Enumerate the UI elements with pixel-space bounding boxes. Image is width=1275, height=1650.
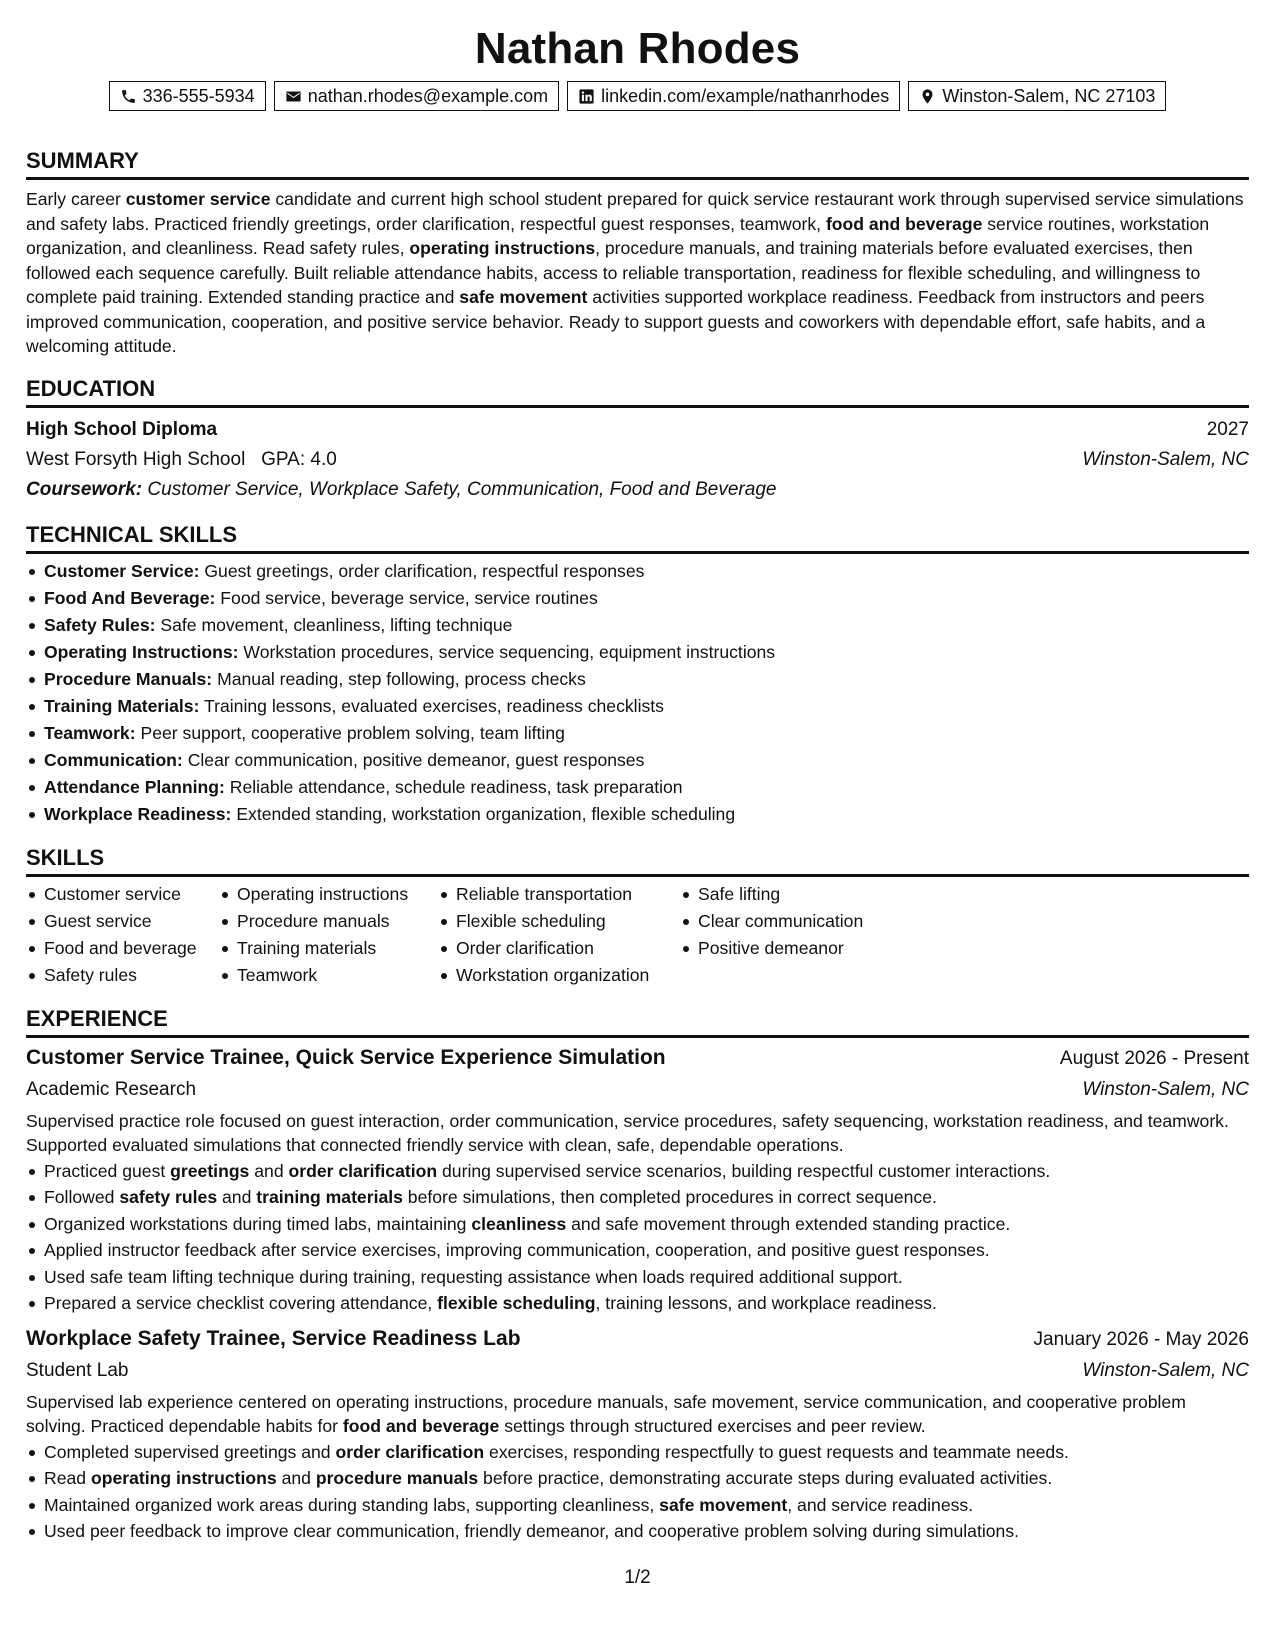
job-bullet-text: , training lessons, and workplace readiness. (595, 1293, 937, 1313)
gpa: GPA: 4.0 (261, 448, 337, 470)
summary-part: activities supported workplace readiness. Feedback from instructors and peers improved communication, cooperation, and positive service behavior. Ready to support guests and coworkers with dependable effort, safe habits, and a welcoming attitude. (26, 287, 1206, 356)
job-header (26, 1323, 1249, 1355)
technical-skill-text: Extended standing, workstation organization, flexible scheduling (236, 803, 736, 824)
school-name: West Forsyth High School (26, 448, 246, 470)
job-bullet-text: Maintained organized work areas during standing labs, supporting cleanliness, (44, 1494, 660, 1515)
technical-skill-label: Attendance Planning: (44, 776, 225, 797)
technical-skill-label: Training Materials: (44, 695, 200, 716)
technical-skill-text: Manual reading, step following, process checks (217, 668, 586, 689)
technical-skill-item (26, 612, 1249, 639)
education-section (26, 376, 1249, 505)
skill-item: Customer service (26, 881, 219, 908)
job-bullet-text: and (276, 1468, 316, 1488)
summary-keyword: operating instructions (409, 238, 596, 258)
summary-section (26, 148, 1249, 359)
email-box[interactable] (274, 81, 559, 111)
skill-item: Clear communication (680, 908, 880, 935)
job-bullet-text: , and service readiness. (787, 1494, 974, 1515)
education-heading: EDUCATION (26, 376, 1249, 408)
school-location: Winston-Salem, NC (1082, 448, 1249, 470)
skill-item: Guest service (26, 908, 219, 935)
technical-skill-text: Guest greetings, order clarification, respectful responses (204, 560, 645, 581)
job-bullet (26, 1184, 1249, 1211)
job-bullet-text: Read (44, 1468, 91, 1488)
map-pin-icon (919, 88, 936, 105)
technical-skill-item (26, 558, 1249, 585)
resume-page (26, 0, 1249, 1551)
job-subheader (26, 1074, 1249, 1105)
job-header (26, 1042, 1249, 1074)
technical-skill-item (26, 666, 1249, 693)
skill-item: Safety rules (26, 962, 219, 989)
skill-item: Training materials (219, 935, 438, 962)
job-bullet (26, 1518, 1249, 1545)
education-row-1 (26, 415, 1249, 445)
summary-keyword: food and beverage (825, 213, 983, 234)
technical-skills-list (26, 558, 1249, 828)
skill-item: Operating instructions (219, 881, 438, 908)
job-bullet-keyword: operating instructions (90, 1468, 277, 1488)
degree: High School Diploma (26, 418, 218, 440)
skills-heading: SKILLS (26, 845, 1249, 877)
skills-list (26, 881, 219, 989)
job-subheader (26, 1355, 1249, 1386)
job-title: Customer Service Trainee, Quick Service Experience Simulation (26, 1045, 666, 1069)
skill-item: Positive demeanor (680, 935, 880, 962)
job-bullet-text: before practice, demonstrating accurate steps during evaluated activities. (478, 1468, 1053, 1488)
experience-heading: EXPERIENCE (26, 1006, 1249, 1038)
technical-skill-item (26, 693, 1249, 720)
graduation-year: 2027 (1206, 418, 1249, 440)
job-bullet-text: Prepared a service checklist covering attendance, (44, 1293, 438, 1313)
technical-skill-text: Food service, beverage service, service routines (220, 587, 598, 608)
skills-column (680, 881, 880, 989)
job-bullet-keyword: procedure manuals (315, 1468, 479, 1488)
summary-part: , procedure manuals, and training materials before evaluated exercises, then followed each sequence carefully. Built reliable attendance habits, access to reliable transportation, readiness for flexible scheduling, and willingness to complete paid training. Extended standing practice and (26, 238, 1201, 307)
job-bullet (26, 1439, 1249, 1466)
job-bullet-text: Organized workstations during timed labs, maintaining (44, 1213, 472, 1234)
job-bullet-text: Used safe team lifting technique during training, requesting assistance when loads required additional support. (44, 1266, 903, 1287)
skills-section (26, 845, 1249, 989)
job-description-part: settings through structured exercises and peer review. (499, 1416, 926, 1436)
job-dates: August 2026 - Present (1059, 1047, 1249, 1069)
job-title: Workplace Safety Trainee, Service Readiness Lab (26, 1326, 521, 1350)
candidate-name: Nathan Rhodes (474, 24, 801, 73)
job-bullet (26, 1492, 1249, 1519)
summary-heading: SUMMARY (26, 148, 1249, 180)
job-bullet-text: exercises, responding respectfully to guest requests and teammate needs. (484, 1441, 1069, 1462)
skill-item: Teamwork (219, 962, 438, 989)
skills-list (438, 881, 680, 989)
job-bullet-text: Followed (44, 1187, 120, 1207)
skills-list (680, 881, 880, 962)
job-bullet (26, 1465, 1249, 1492)
technical-skill-item (26, 801, 1249, 828)
coursework-label: Coursework: (26, 478, 143, 500)
job-bullet-keyword: safe movement (659, 1494, 788, 1515)
skills-column (26, 881, 219, 989)
contact-row (26, 81, 1249, 111)
job-bullet-text: and (217, 1187, 257, 1207)
skills-column (219, 881, 438, 989)
technical-skills-heading: TECHNICAL SKILLS (26, 522, 1249, 554)
skill-item: Procedure manuals (219, 908, 438, 935)
technical-skills-section (26, 522, 1249, 828)
job-description-keyword: food and beverage (342, 1416, 500, 1436)
summary-part: candidate and current high school student prepared for quick service restaurant work through supervised service simulations and safety labs. Practiced friendly greetings, order clarification, respectful guest responses, teamwork, (26, 189, 1244, 234)
summary-keyword: customer service (125, 189, 271, 209)
technical-skill-label: Customer Service: (44, 560, 200, 581)
job-bullet-text: Used peer feedback to improve clear communication, friendly demeanor, and cooperative problem solving during simulations. (44, 1521, 1020, 1541)
skill-item: Flexible scheduling (438, 908, 680, 935)
job-organization: Student Lab (26, 1359, 129, 1381)
job-bullet (26, 1290, 1249, 1317)
job-dates: January 2026 - May 2026 (1033, 1328, 1249, 1350)
technical-skill-text: Reliable attendance, schedule readiness, task preparation (229, 776, 683, 797)
job-location: Winston-Salem, NC (1082, 1359, 1249, 1381)
phone-icon (120, 88, 137, 105)
job-bullet-text: Applied instructor feedback after service exercises, improving communication, cooperation, and positive guest responses. (44, 1240, 990, 1260)
job-entry (26, 1042, 1249, 1317)
job-location: Winston-Salem, NC (1082, 1078, 1249, 1100)
technical-skill-label: Communication: (44, 749, 183, 770)
skill-item: Safe lifting (680, 881, 880, 908)
job-bullet-text: Completed supervised greetings and (44, 1441, 336, 1462)
summary-part: service routines, workstation organization, and cleanliness. Read safety rules, (26, 213, 1210, 258)
technical-skill-item (26, 585, 1249, 612)
location-box (908, 81, 1166, 111)
job-bullet (26, 1211, 1249, 1238)
experience-section (26, 1006, 1249, 1545)
job-bullet-text: Practiced guest (44, 1160, 171, 1181)
technical-skill-text: Safe movement, cleanliness, lifting technique (160, 614, 513, 635)
technical-skill-item (26, 720, 1249, 747)
summary-part: Early career (26, 189, 126, 209)
job-bullets (26, 1158, 1249, 1317)
job-description (26, 1390, 1249, 1439)
technical-skill-text: Training lessons, evaluated exercises, readiness checklists (204, 695, 664, 716)
skills-list (219, 881, 438, 989)
envelope-icon (285, 88, 302, 105)
email-text: nathan.rhodes@example.com (307, 85, 549, 106)
technical-skill-label: Operating Instructions: (44, 641, 239, 662)
job-bullet-keyword: greetings (170, 1160, 250, 1181)
summary-keyword: safe movement (459, 287, 588, 307)
job-bullet-keyword: safety rules (119, 1187, 218, 1207)
technical-skill-label: Safety Rules: (44, 614, 156, 635)
page-number: 1/2 (624, 1567, 651, 1588)
job-bullet-text: and safe movement through extended standing practice. (566, 1213, 1011, 1234)
job-bullet (26, 1158, 1249, 1185)
skill-item: Reliable transportation (438, 881, 680, 908)
skill-item: Food and beverage (26, 935, 219, 962)
technical-skill-label: Food And Beverage: (44, 587, 216, 608)
job-entry (26, 1323, 1249, 1545)
skills-grid (26, 881, 1249, 989)
coursework-list: Customer Service, Workplace Safety, Communication, Food and Beverage (147, 478, 777, 500)
linkedin-box[interactable] (567, 81, 900, 111)
location-text: Winston-Salem, NC 27103 (942, 85, 1156, 106)
job-description: Supervised practice role focused on guest interaction, order communication, service procedures, safety sequencing, workstation readiness, and teamwork. Supported evaluated simulations that connected friendly service with clean, safe, dependable operations. (26, 1110, 1229, 1155)
linkedin-icon (578, 88, 595, 105)
school-line (26, 445, 337, 475)
phone-text: 336-555-5934 (142, 85, 255, 106)
technical-skill-item (26, 639, 1249, 666)
job-bullet-keyword: cleanliness (471, 1213, 567, 1234)
job-description-part: Supervised lab experience centered on operating instructions, procedure manuals, safe movement, service communication, and cooperative problem solving. Practiced dependable habits for (26, 1391, 1186, 1436)
technical-skill-text: Peer support, cooperative problem solving, team lifting (140, 722, 565, 743)
job-bullets (26, 1439, 1249, 1545)
job-bullet-text: during supervised service scenarios, building respectful customer interactions. (437, 1160, 1051, 1181)
technical-skill-text: Clear communication, positive demeanor, guest responses (187, 749, 645, 770)
technical-skill-label: Teamwork: (44, 722, 136, 743)
skill-item: Order clarification (438, 935, 680, 962)
job-bullet-keyword: order clarification (335, 1441, 485, 1462)
job-bullet (26, 1237, 1249, 1264)
skills-column (438, 881, 680, 989)
skill-item: Workstation organization (438, 962, 680, 989)
technical-skill-item (26, 747, 1249, 774)
job-bullet-text: before simulations, then completed procedures in correct sequence. (402, 1187, 937, 1207)
job-bullet-keyword: flexible scheduling (437, 1293, 596, 1313)
job-bullet-keyword: training materials (256, 1187, 403, 1207)
job-bullet-text: and (249, 1160, 289, 1181)
technical-skill-text: Workstation procedures, service sequencing, equipment instructions (243, 641, 776, 662)
technical-skill-label: Workplace Readiness: (44, 803, 232, 824)
linkedin-text: linkedin.com/example/nathanrhodes (601, 85, 890, 106)
technical-skill-label: Procedure Manuals: (44, 668, 213, 689)
job-bullet-keyword: order clarification (288, 1160, 438, 1181)
summary-text (26, 187, 1249, 359)
phone-box[interactable] (109, 81, 266, 111)
coursework-line (26, 475, 1249, 505)
job-bullet (26, 1264, 1249, 1291)
job-organization: Academic Research (26, 1078, 197, 1100)
technical-skill-item (26, 774, 1249, 801)
education-row-2 (26, 445, 1249, 475)
